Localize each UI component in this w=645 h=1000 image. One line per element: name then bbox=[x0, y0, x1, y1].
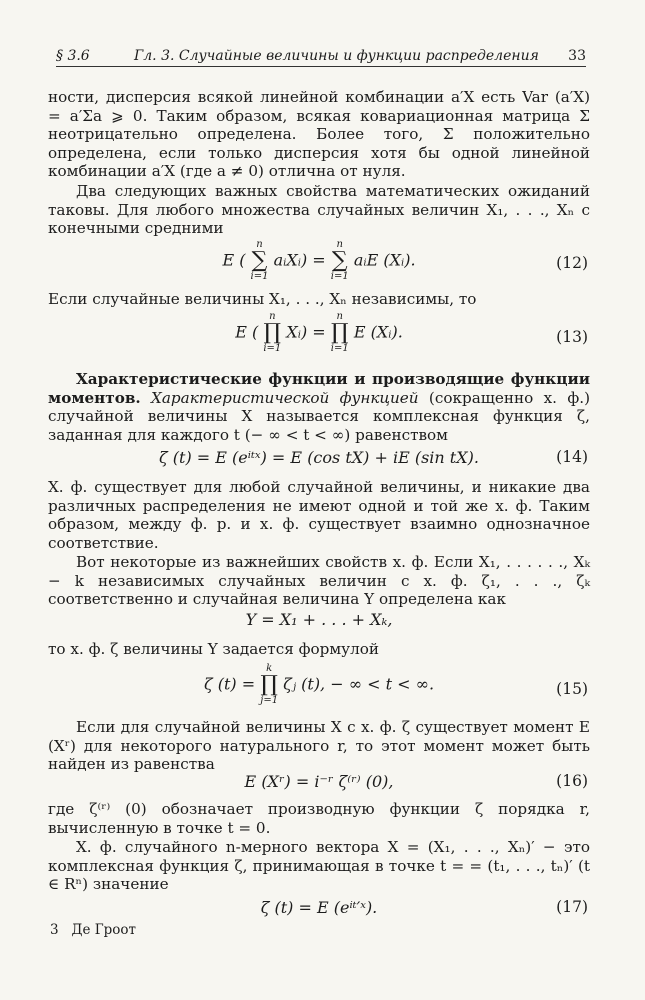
paragraph-text: ности, дисперсия всякой линейной комбинации a′X есть Var (a′X) = a′Σa ⩾ 0. Таким образом, всякая ковариационная матрица Σ неотрицательно определена. Более того, Σ положительно определена, если только дисперсия хотя бы одной линейной комбинации a′X (где a ≠ 0) отлична от нуля. bbox=[48, 88, 590, 181]
equation-number: (12) bbox=[556, 254, 588, 272]
sum-operator: n ∑ i=1 bbox=[250, 239, 269, 282]
sum-operator: n ∑ i=1 bbox=[330, 239, 349, 282]
paragraph-properties bbox=[48, 553, 590, 609]
paragraph-text: Два следующих важных свойства математических ожиданий таковы. Для любого множества случайных величин X₁, . . ., Xₙ с конечными средними bbox=[48, 182, 590, 238]
formula-part: E (Xᵢ). bbox=[353, 322, 403, 342]
paragraph-text: Вот некоторые из важнейших свойств х. ф. Если X₁, . . . . . ., Xₖ − k независимых случайных величин с х. ф. ζ₁, . . ., ζₖ соответственно и случайная величина Y определена как bbox=[48, 553, 590, 609]
paragraph-text: где ζ⁽ʳ⁾ (0) обозначает производную функции ζ порядка r, вычисленную в точке t = 0. bbox=[48, 800, 590, 837]
paragraph-text: Х. ф. случайного n-мерного вектора X = (X₁, . . ., Xₙ)′ − это комплексная функция ζ, принимающая в точке t = = (t₁, . . ., tₙ)′ (t ∈ Rⁿ) значение bbox=[48, 838, 590, 894]
formula-part: E (Xʳ) = i⁻ʳ ζ⁽ʳ⁾ (0), bbox=[244, 772, 394, 791]
formula-16 bbox=[48, 772, 590, 791]
equation-number: (14) bbox=[556, 448, 588, 466]
paragraph-text: то х. ф. ζ величины Y задается формулой bbox=[48, 640, 380, 658]
formula-part: Y = X₁ + . . . + Xₖ, bbox=[245, 610, 393, 629]
formula-part: ζ (t) = E (eⁱᵗ′ˣ). bbox=[260, 898, 378, 917]
paragraph-text: Характеристические функции и производящие функции моментов. Характеристической функцией (сокращенно х. ф.) случайной величины X называется комплексная функция ζ, заданная для каждого t (− ∞ < t < ∞) равенством bbox=[48, 370, 591, 444]
paragraph-vector-cf bbox=[48, 838, 590, 894]
product-operator: n ∏ i=1 bbox=[330, 311, 349, 354]
formula-part: ζ (t) = bbox=[203, 674, 256, 694]
formula-17 bbox=[48, 898, 590, 917]
formula-part: E ( bbox=[222, 250, 246, 270]
paragraph-independence bbox=[48, 290, 590, 309]
paragraph-text: Если случайные величины X₁, . . ., Xₙ независимы, то bbox=[48, 290, 477, 308]
formula-part: aᵢXᵢ) = bbox=[273, 250, 326, 270]
paragraph-text: Х. ф. существует для любой случайной величины, и никакие два различных распределения не имеют одной и той же х. ф. Таким образом, между ф. р. и х. ф. существует взаимно однозначное соответствие. bbox=[48, 478, 590, 552]
formula-14 bbox=[48, 448, 590, 467]
formula-13 bbox=[48, 312, 590, 354]
formula-part: aᵢE (Xᵢ). bbox=[353, 250, 416, 270]
formula-12 bbox=[48, 240, 590, 282]
paragraph-expectation-intro bbox=[48, 182, 590, 238]
paragraph-variance bbox=[48, 88, 590, 181]
author-name: Де Гроот bbox=[71, 922, 137, 938]
product-operator: k ∏ j=1 bbox=[260, 663, 279, 706]
page-number: 33 bbox=[568, 48, 586, 64]
paragraph-char-functions bbox=[48, 370, 590, 444]
signature-mark: 3 bbox=[50, 922, 59, 938]
formula-15 bbox=[48, 664, 590, 706]
term-definition: Характеристической функцией bbox=[151, 388, 419, 407]
running-header bbox=[56, 40, 586, 67]
formula-y-sum bbox=[48, 610, 590, 629]
equation-number: (17) bbox=[556, 898, 588, 916]
section-heading: Характеристические функции и производящие функции моментов. bbox=[48, 370, 590, 407]
formula-part: E ( bbox=[235, 322, 259, 342]
product-operator: n ∏ i=1 bbox=[263, 311, 282, 354]
formula-part: ζ (t) = E (eⁱᵗˣ) = E (cos tX) + iE (sin tX). bbox=[159, 448, 479, 467]
paragraph-text: Если для случайной величины X с х. ф. ζ существует момент E (Xʳ) для некоторого натурального r, то этот момент может быть найден из равенства bbox=[48, 718, 590, 774]
paragraph-moments bbox=[48, 718, 590, 774]
formula-part: ζⱼ (t), − ∞ < t < ∞. bbox=[283, 674, 435, 694]
equation-number: (13) bbox=[556, 328, 588, 346]
formula-part: Xᵢ) = bbox=[286, 322, 326, 342]
paragraph-derivative bbox=[48, 800, 590, 837]
section-label: § 3.6 bbox=[56, 48, 90, 64]
page-footer bbox=[50, 922, 136, 938]
paragraph-existence bbox=[48, 478, 590, 552]
paragraph-y-cf bbox=[48, 640, 590, 659]
chapter-title: Гл. 3. Случайные величины и функции распределения bbox=[134, 48, 539, 64]
equation-number: (15) bbox=[556, 680, 588, 698]
equation-number: (16) bbox=[556, 772, 588, 790]
